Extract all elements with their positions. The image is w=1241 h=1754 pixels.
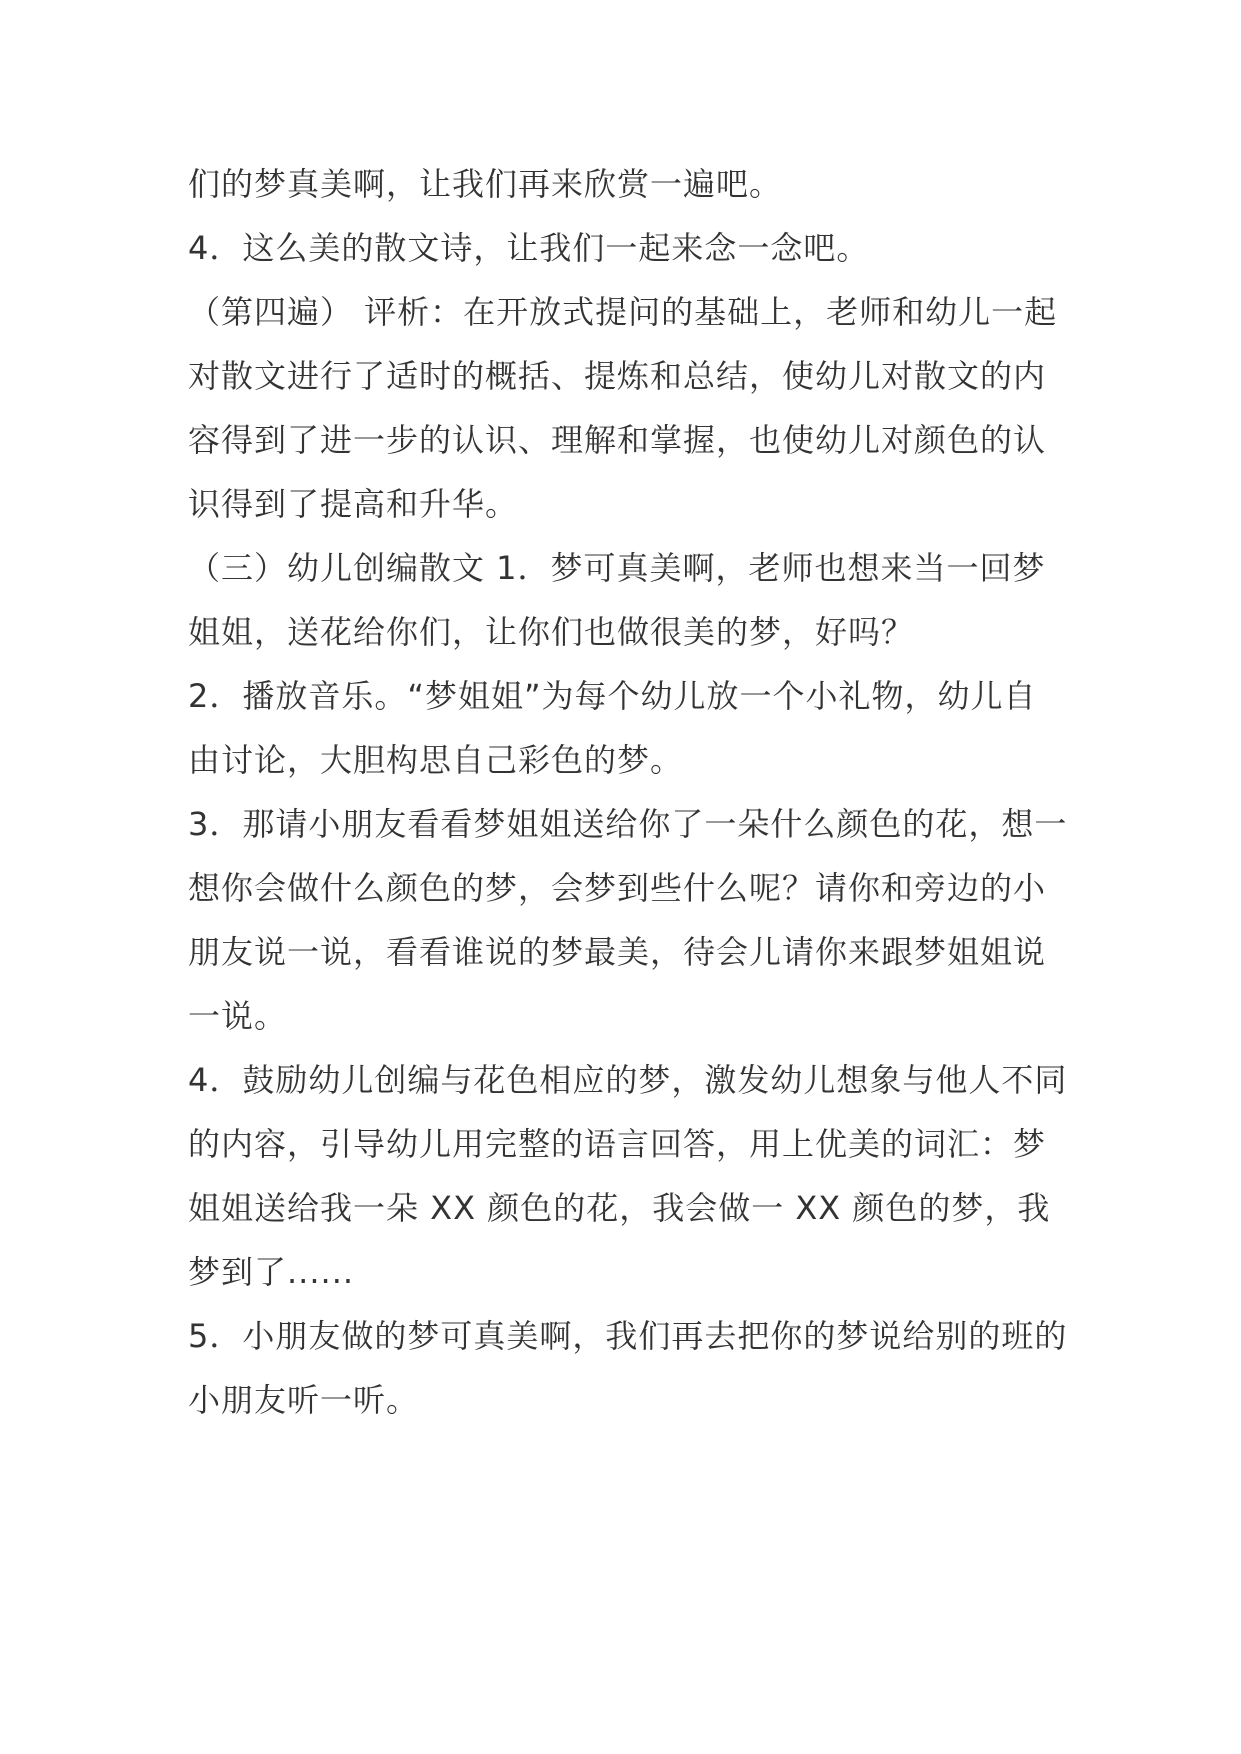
paragraph-step-4-create: 4．鼓励幼儿创编与花色相应的梦，激发幼儿想象与他人不同的内容，引导幼儿用完整的语言回答，用上优美的词汇：梦姐姐送给我一朵 XX 颜色的花，我会做一 XX 颜色的梦，我梦到了...... xyxy=(188,1061,1068,1291)
paragraph-evaluation: （第四遍） 评析：在开放式提问的基础上，老师和幼儿一起对散文进行了适时的概括、提炼和总结，使幼儿对散文的内容得到了进一步的认识、理解和掌握，也使幼儿对颜色的认识得到了提高和升华。 xyxy=(188,293,1058,523)
document-body xyxy=(188,152,1068,1432)
paragraph-step-4-recite: 4．这么美的散文诗，让我们一起来念一念吧。 xyxy=(188,229,870,267)
paragraph-step-5-share: 5．小朋友做的梦可真美啊，我们再去把你的梦说给别的班的小朋友听一听。 xyxy=(188,1317,1068,1419)
paragraph-section-three: （三）幼儿创编散文 1．梦可真美啊，老师也想来当一回梦姐姐，送花给你们，让你们也做很美的梦，好吗？ xyxy=(188,549,1046,651)
paragraph-step-2-music: 2．播放音乐。“梦姐姐”为每个幼儿放一个小礼物，幼儿自由讨论，大胆构思自己彩色的梦。 xyxy=(188,677,1037,779)
paragraph-step-3-flower: 3．那请小朋友看看梦姐姐送给你了一朵什么颜色的花，想一想你会做什么颜色的梦，会梦到些什么呢？请你和旁边的小朋友说一说，看看谁说的梦最美，待会儿请你来跟梦姐姐说一说。 xyxy=(188,805,1068,1035)
paragraph-continuation: 们的梦真美啊，让我们再来欣赏一遍吧。 xyxy=(188,165,783,203)
